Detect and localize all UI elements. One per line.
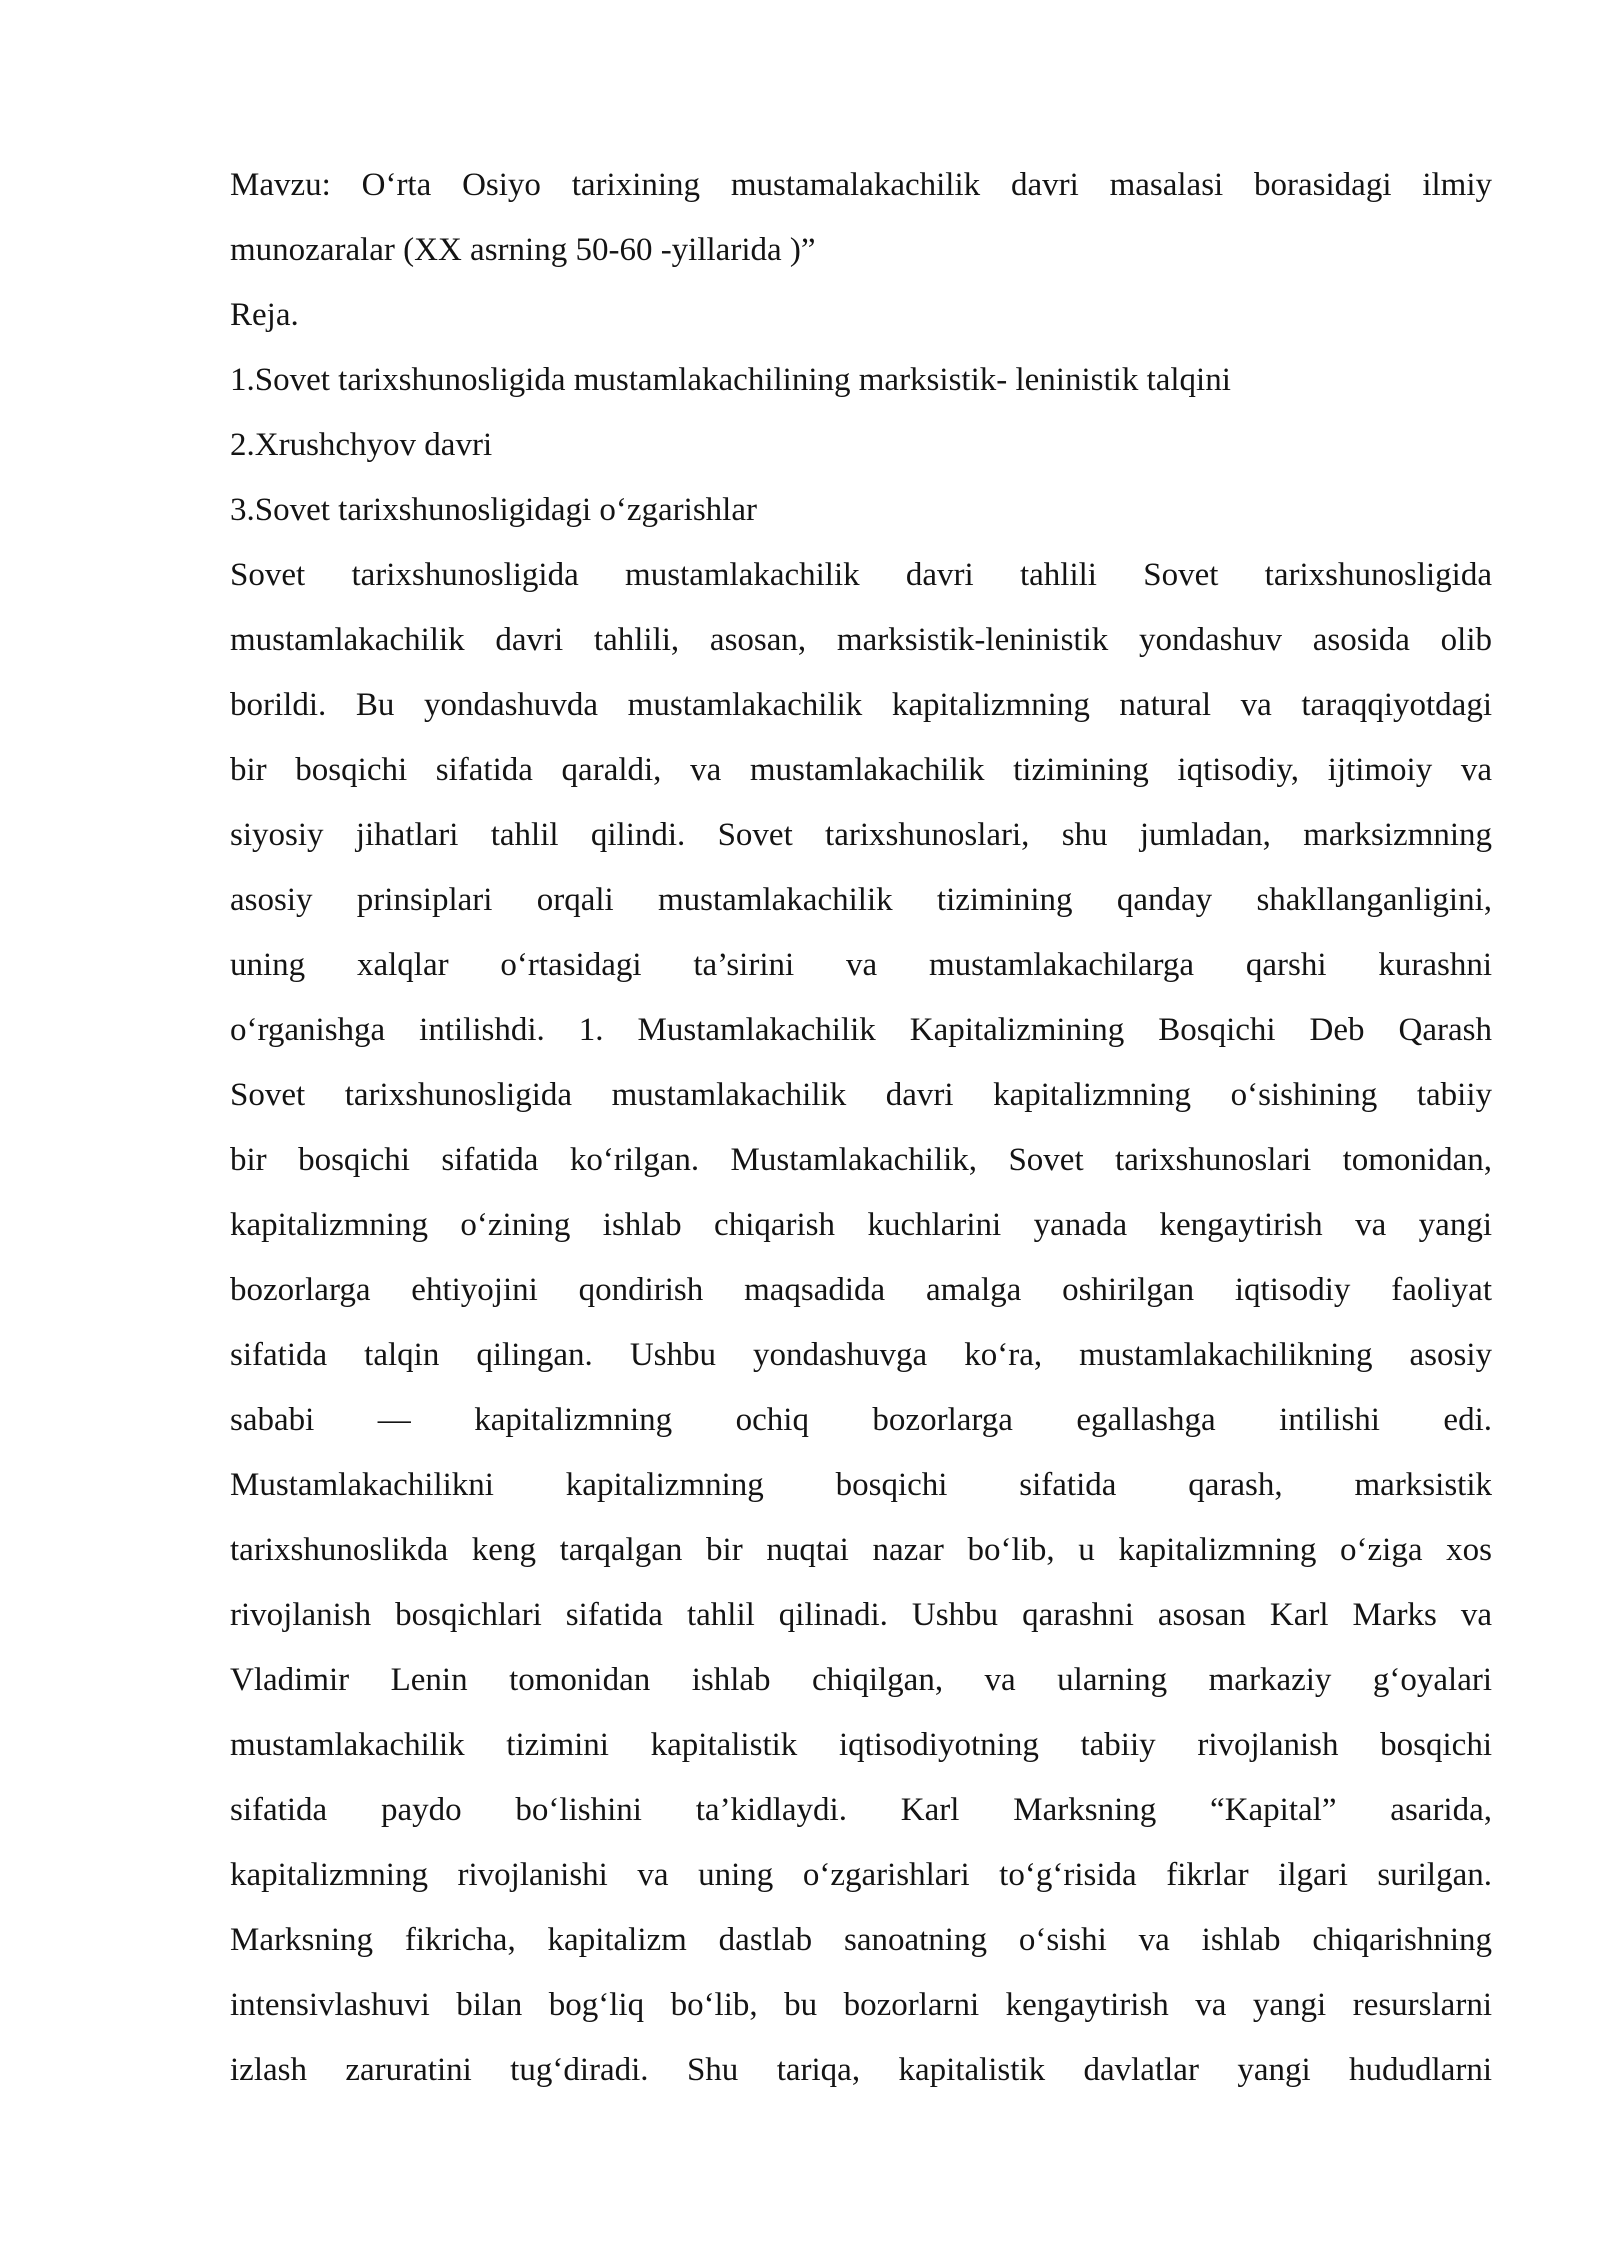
body-line: Sovet tarixshunosligida mustamlakachilik davri tahlili Sovet tarixshunosligida xyxy=(230,557,1492,593)
body-line: izlash zaruratini tug‘diradi. Shu tariqa, kapitalistik davlatlar yangi hududlarni xyxy=(230,2052,1492,2088)
body-line: Mustamlakachilikni kapitalizmning bosqichi sifatida qarash, marksistik xyxy=(230,1467,1492,1503)
body-line: uning xalqlar o‘rtasidagi ta’sirini va mustamlakachilarga qarshi kurashni xyxy=(230,947,1492,983)
body-line: bir bosqichi sifatida ko‘rilgan. Mustamlakachilik, Sovet tarixshunoslari tomonidan, xyxy=(230,1142,1492,1178)
body-line: Sovet tarixshunosligida mustamlakachilik davri kapitalizmning o‘sishining tabiiy xyxy=(230,1077,1492,1113)
body-line: rivojlanish bosqichlari sifatida tahlil qilinadi. Ushbu qarashni asosan Karl Marks va xyxy=(230,1597,1492,1633)
body-line: sababi — kapitalizmning ochiq bozorlarga egallashga intilishi edi. xyxy=(230,1402,1492,1438)
body-line: o‘rganishga intilishdi. 1. Mustamlakachilik Kapitalizmining Bosqichi Deb Qarash xyxy=(230,1012,1492,1048)
body-line: kapitalizmning rivojlanishi va uning o‘zgarishlari to‘g‘risida fikrlar ilgari surilgan. xyxy=(230,1857,1492,1893)
title-line-1: Mavzu: O‘rta Osiyo tarixining mustamalakachilik davri masalasi borasidagi ilmiy xyxy=(230,167,1492,203)
body-line: Marksning fikricha, kapitalizm dastlab sanoatning o‘sishi va ishlab chiqarishning xyxy=(230,1922,1492,1958)
body-line: Vladimir Lenin tomonidan ishlab chiqilgan, va ularning markaziy g‘oyalari xyxy=(230,1662,1492,1698)
body-line: siyosiy jihatlari tahlil qilindi. Sovet tarixshunoslari, shu jumladan, marksizmning xyxy=(230,817,1492,853)
body-line: mustamlakachilik tizimini kapitalistik iqtisodiyotning tabiiy rivojlanish bosqichi xyxy=(230,1727,1492,1763)
plan-heading: Reja. xyxy=(230,297,299,333)
body-line: mustamlakachilik davri tahlili, asosan, marksistik-leninistik yondashuv asosida olib xyxy=(230,622,1492,658)
body-line: tarixshunoslikda keng tarqalgan bir nuqtai nazar bo‘lib, u kapitalizmning o‘ziga xos xyxy=(230,1532,1492,1568)
plan-item-3: 3.Sovet tarixshunosligidagi o‘zgarishlar xyxy=(230,492,757,528)
body-line: sifatida talqin qilingan. Ushbu yondashuvga ko‘ra, mustamlakachilikning asosiy xyxy=(230,1337,1492,1373)
body-line: borildi. Bu yondashuvda mustamlakachilik kapitalizmning natural va taraqqiyotdagi xyxy=(230,687,1492,723)
body-line: intensivlashuvi bilan bog‘liq bo‘lib, bu bozorlarni kengaytirish va yangi resurslarni xyxy=(230,1987,1492,2023)
body-line: bozorlarga ehtiyojini qondirish maqsadida amalga oshirilgan iqtisodiy faoliyat xyxy=(230,1272,1492,1308)
plan-item-1: 1.Sovet tarixshunosligida mustamlakachilining marksistik- leninistik talqini xyxy=(230,362,1231,398)
body-line: bir bosqichi sifatida qaraldi, va mustamlakachilik tizimining iqtisodiy, ijtimoiy va xyxy=(230,752,1492,788)
body-line: kapitalizmning o‘zining ishlab chiqarish kuchlarini yanada kengaytirish va yangi xyxy=(230,1207,1492,1243)
body-line: sifatida paydo bo‘lishini ta’kidlaydi. Karl Marksning “Kapital” asarida, xyxy=(230,1792,1492,1828)
title-line-2: munozaralar (XX asrning 50-60 -yillarida )” xyxy=(230,232,816,268)
body-paragraph xyxy=(230,543,1492,2103)
document-content xyxy=(230,153,1492,2103)
body-line: asosiy prinsiplari orqali mustamlakachilik tizimining qanday shakllanganligini, xyxy=(230,882,1492,918)
plan-item-2: 2.Xrushchyov davri xyxy=(230,427,493,463)
